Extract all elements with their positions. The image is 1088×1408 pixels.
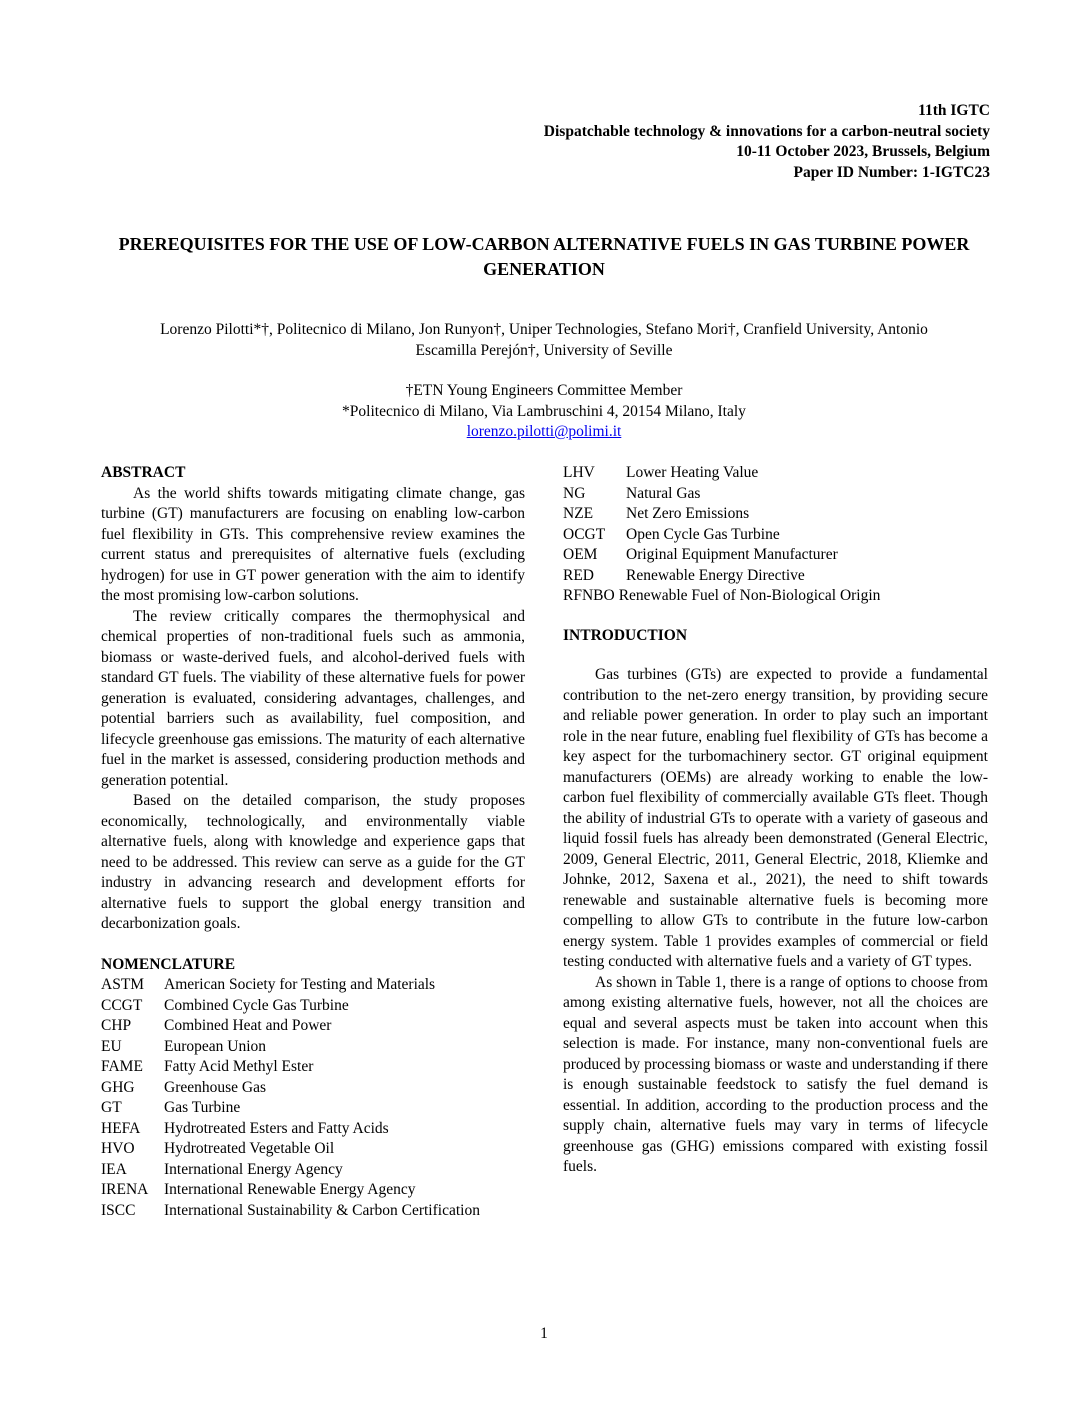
abstract-paragraph: The review critically compares the thermophysical and chemical properties of non-traditional fuels such as ammonia, biomass or waste-derived fuels, and alcohol-derived fuels with standard GT fuels. The viability of these alternative fuels for power generation is evaluated, considering advantages, challenges, and potential barriers such as availability, fuel composition, and lifecycle greenhouse gas emissions. The maturity of each alternative fuel in the market is assessed, considering production methods and generation potential. [101, 607, 525, 789]
nomenclature-row [563, 484, 988, 505]
nomenclature-abbr: HEFA [101, 1119, 141, 1137]
nomenclature-list-left [101, 975, 525, 1221]
introduction-paragraph: As shown in Table 1, there is a range of options to choose from among existing alternative fuels, however, not all the choices are equal and several aspects must be taken into account when this selection is made. For instance, many non-conventional fuels are produced by processing biomass or waste and understanding if there is enough sustainable feedstock to satisfy the fuel demand is essential. In addition, according to the production process and the supply chain, alternative fuels may vary in terms of lifecycle greenhouse gas (GHG) emissions compared with existing fossil fuels. [563, 973, 988, 1175]
nomenclature-def: International Energy Agency [164, 1160, 343, 1178]
nomenclature-abbr: OCGT [563, 525, 606, 543]
nomenclature-def: American Society for Testing and Materials [164, 976, 436, 993]
introduction-heading: INTRODUCTION [563, 626, 688, 644]
abstract-paragraph: Based on the detailed comparison, the study proposes economically, technologically, and environmentally viable alternative fuels, along with knowledge and experience gaps that need to be addressed. This review can serve as a guide for the GT industry in advancing research and development efforts for alternative fuels to support the global energy transition and decarbonization goals. [101, 792, 525, 932]
nomenclature-row [101, 1016, 525, 1037]
nomenclature-def: Net Zero Emissions [626, 505, 750, 522]
nomenclature-def: International Sustainability & Carbon Certification [164, 1201, 480, 1219]
nomenclature-def: Combined Cycle Gas Turbine [164, 996, 349, 1014]
nomenclature-row [101, 1057, 525, 1078]
nomenclature-row [101, 1098, 525, 1119]
nomenclature-def: Greenhouse Gas [164, 1078, 267, 1096]
nomenclature-row [563, 463, 988, 484]
nomenclature-row [563, 586, 988, 607]
nomenclature-def: Combined Heat and Power [164, 1017, 332, 1034]
nomenclature-abbr: FAME [101, 1058, 143, 1075]
nomenclature-row [101, 996, 525, 1017]
nomenclature-abbr: IRENA [101, 1181, 149, 1198]
nomenclature-row [101, 1180, 525, 1201]
nomenclature-abbr: ISCC [101, 1201, 136, 1219]
nomenclature-row [563, 525, 988, 546]
nomenclature-list-right [563, 463, 988, 607]
nomenclature-row [101, 1037, 525, 1058]
nomenclature-def: European Union [164, 1037, 267, 1055]
nomenclature-def: Hydrotreated Vegetable Oil [164, 1140, 335, 1157]
nomenclature-def: Fatty Acid Methyl Ester [164, 1058, 314, 1075]
nomenclature-abbr: RFNBO [563, 587, 615, 604]
nomenclature-def: Natural Gas [626, 484, 701, 502]
nomenclature-def: Original Equipment Manufacturer [626, 546, 838, 563]
nomenclature-def: International Renewable Energy Agency [164, 1181, 416, 1198]
paper-id: Paper ID Number: 1-IGTC23 [793, 163, 990, 181]
nomenclature-abbr: EU [101, 1037, 122, 1055]
conference-name: 11th IGTC [918, 102, 990, 119]
page-number: 1 [540, 1325, 548, 1342]
nomenclature-def: Renewable Fuel of Non-Biological Origin [618, 587, 881, 604]
nomenclature-row [101, 1078, 525, 1099]
nomenclature-row [563, 566, 988, 587]
nomenclature-abbr: IEA [101, 1160, 127, 1178]
nomenclature-abbr: ASTM [101, 976, 145, 993]
nomenclature-abbr: CHP [101, 1017, 132, 1034]
nomenclature-abbr: NZE [563, 505, 594, 522]
author-email-link[interactable]: lorenzo.pilotti@polimi.it [466, 423, 622, 440]
nomenclature-row [101, 1160, 525, 1181]
nomenclature-abbr: GT [101, 1099, 122, 1116]
abstract-heading: ABSTRACT [101, 464, 186, 481]
conference-date-location: 10-11 October 2023, Brussels, Belgium [736, 143, 990, 160]
affiliation-line-2: *Politecnico di Milano, Via Lambruschini 4, 20154 Milano, Italy [342, 402, 746, 420]
conference-theme: Dispatchable technology & innovations for a carbon-neutral society [543, 122, 990, 140]
nomenclature-abbr: NG [563, 484, 586, 502]
authors-line-1: Lorenzo Pilotti*†, Politecnico di Milano, Jon Runyon†, Uniper Technologies, Stefano Mori†, Cranfield University, Antonio [160, 321, 928, 338]
nomenclature-abbr: RED [563, 566, 594, 584]
nomenclature-abbr: GHG [101, 1078, 135, 1096]
paper-title: PREREQUISITES FOR THE USE OF LOW-CARBON ALTERNATIVE FUELS IN GAS TURBINE POWER GENERATION [118, 234, 970, 279]
nomenclature-heading: NOMENCLATURE [101, 955, 236, 973]
conference-header [544, 101, 990, 183]
affiliation-block [100, 381, 988, 443]
right-column [563, 463, 988, 1178]
authors-line-2: Escamilla Perejón†, University of Seville [415, 342, 673, 359]
nomenclature-abbr: CCGT [101, 996, 143, 1014]
nomenclature-abbr: OEM [563, 546, 598, 563]
nomenclature-row [101, 1119, 525, 1140]
nomenclature-def: Renewable Energy Directive [626, 566, 805, 584]
introduction-paragraph: Gas turbines (GTs) are expected to provide a fundamental contribution to the net-zero energy transition, by providing secure and reliable power generation. In order to play such an important role in the near future, enabling fuel flexibility of GTs has become a key aspect for the turbomachinery sector. GT original equipment manufacturers (OEMs) are already working to enable the low-carbon fuel flexibility of commercially available GTs fleet. Though the ability of industrial GTs to operate with a variety of gaseous and liquid fossil fuels has already been demonstrated (General Electric, 2009, General Electric, 2011, General Electric, 2018, Kliemke and Johnke, 2012, Saxena et al., 2021), the need to shift towards renewable and sustainable alternative fuels is becoming more compelling to allow GTs to contribute in the future low-carbon energy system. Table 1 provides examples of commercial or field testing conducted with alternative fuels and a variety of GT types. [563, 666, 988, 970]
nomenclature-abbr: LHV [563, 464, 595, 481]
nomenclature-def: Lower Heating Value [626, 464, 759, 481]
nomenclature-row [101, 1139, 525, 1160]
nomenclature-def: Gas Turbine [164, 1099, 241, 1116]
author-list [100, 319, 988, 361]
nomenclature-row [101, 975, 525, 996]
nomenclature-def: Hydrotreated Esters and Fatty Acids [164, 1119, 389, 1137]
abstract-paragraph: As the world shifts towards mitigating climate change, gas turbine (GT) manufacturers are focusing on enabling low-carbon fuel flexibility in GTs. This comprehensive review examines the current status and prerequisites of alternative fuels (excluding hydrogen) for use in GT power generation with the aim to identify the most promising low-carbon solutions. [101, 484, 525, 604]
nomenclature-abbr: HVO [101, 1140, 135, 1157]
nomenclature-row [563, 504, 988, 525]
nomenclature-row [563, 545, 988, 566]
affiliation-line-1: †ETN Young Engineers Committee Member [405, 382, 683, 399]
nomenclature-row [101, 1201, 525, 1222]
left-column [101, 463, 525, 1221]
nomenclature-def: Open Cycle Gas Turbine [626, 525, 780, 543]
